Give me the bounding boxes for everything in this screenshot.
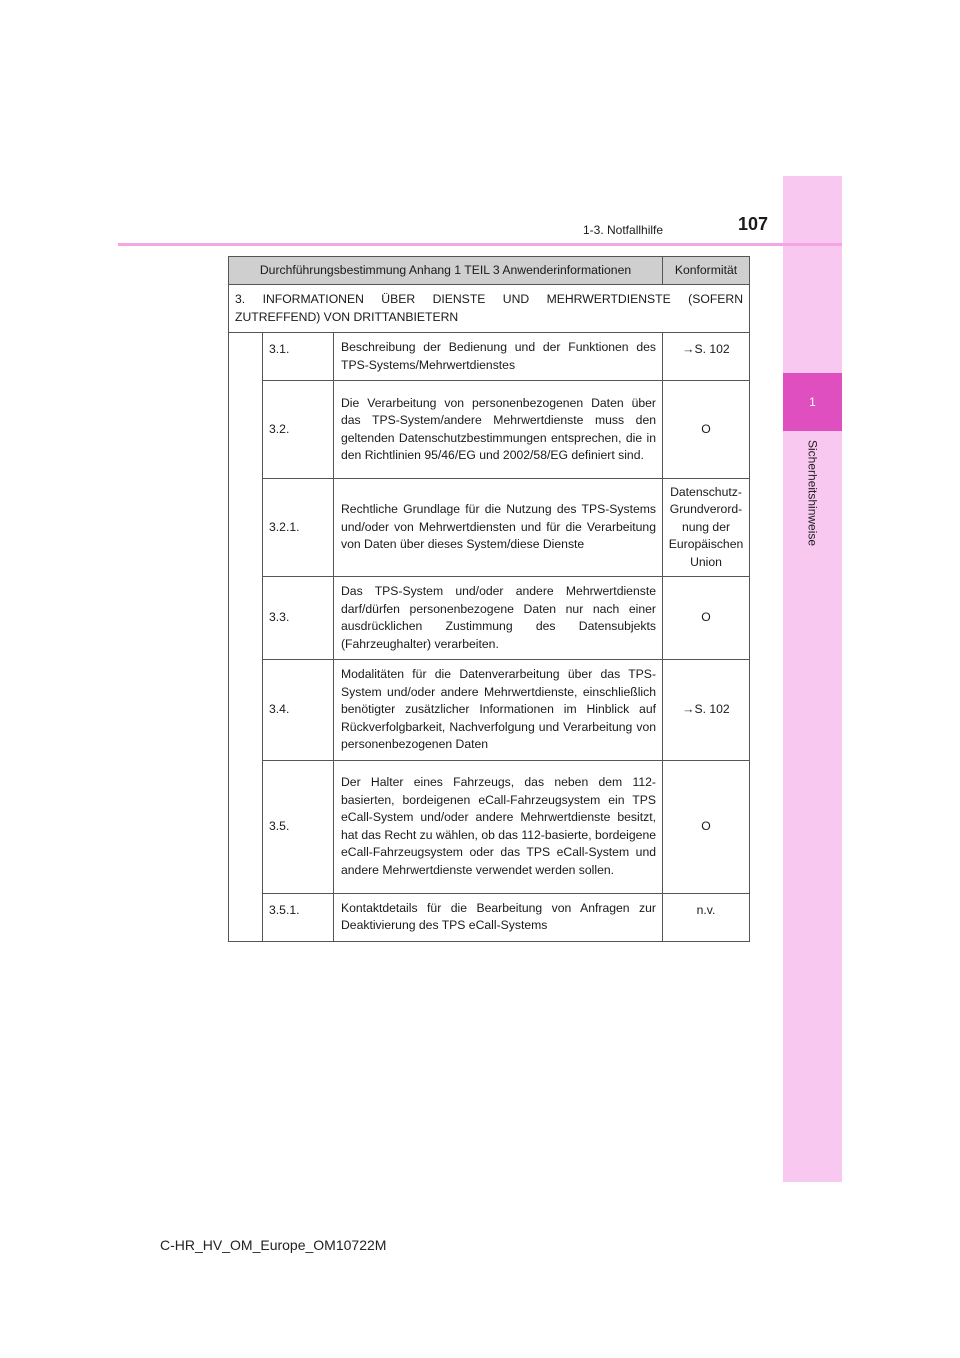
table-row <box>229 893 750 941</box>
page-number: 107 <box>738 214 769 234</box>
column-header-provision: Durchführungsbestimmung Anhang 1 TEIL 3 Anwenderinformationen <box>229 257 663 285</box>
table-row <box>229 479 750 577</box>
row-number: 3.5. <box>263 760 334 893</box>
header-rule <box>118 243 842 246</box>
column-header-conformity: Konformität <box>663 257 750 285</box>
row-number: 3.5.1. <box>263 893 334 941</box>
chapter-number-tab[interactable] <box>783 373 842 431</box>
chapter-side-tab <box>783 176 842 1182</box>
row-conformity: n.v. <box>663 893 750 941</box>
table-row <box>229 577 750 660</box>
conformity-table <box>228 256 750 942</box>
row-number: 3.3. <box>263 577 334 660</box>
row-description: Beschreibung der Bedienung und der Funktionen des TPS-Systems/Mehrwertdienstes <box>334 333 663 381</box>
table-header-row <box>229 257 750 285</box>
table-intro-row <box>229 285 750 333</box>
row-conformity: O <box>663 577 750 660</box>
row-description: Die Verarbeitung von personenbezogenen Daten über das TPS-System/andere Mehrwertdienste muss den geltenden Datenschutzbestimmungen entsprechen, die in den Richtlinien 95/46/EG und 2002/58/EG definiert sind. <box>334 381 663 479</box>
row-number: 3.1. <box>263 333 334 381</box>
chapter-label: Sicherheitshinweise <box>805 440 820 547</box>
row-number: 3.2. <box>263 381 334 479</box>
row-number: 3.4. <box>263 660 334 761</box>
row-conformity: →S. 102 <box>663 660 750 761</box>
document-id: C-HR_HV_OM_Europe_OM10722M <box>160 1237 387 1253</box>
indent-cell <box>229 333 263 942</box>
table-row <box>229 333 750 381</box>
row-conformity: O <box>663 381 750 479</box>
chapter-number: 1 <box>809 395 816 409</box>
row-description: Rechtliche Grundlage für die Nutzung des TPS-Systems und/oder von Mehrwertdiensten und für die Verarbeitung von Daten über dieses System/diese Dienste <box>334 479 663 577</box>
row-conformity: Datenschutz-Grundverordnung der Europäischen Union <box>663 479 750 577</box>
row-conformity: →S. 102 <box>663 333 750 381</box>
row-number: 3.2.1. <box>263 479 334 577</box>
row-description: Modalitäten für die Datenverarbeitung über das TPS-System und/oder andere Mehrwertdienste, einschließlich benötigter zusätzlicher Informationen im Hinblick auf Rückverfolgbarkeit, Nachverfolgung und Verarbeitung von personenbezogenen Daten <box>334 660 663 761</box>
section-title: 1-3. Notfallhilfe <box>583 223 664 237</box>
row-description: Der Halter eines Fahrzeugs, das neben dem 112-basierten, bordeigenen eCall-Fahrzeugsystem ein TPS eCall-System und/oder andere Mehrwertdienste besitzt, hat das Recht zu wählen, ob das 112-basierte, bordeigene eCall-Fahrzeugsystem oder das TPS eCall-System und andere Mehrwertdienste verwendet werden sollen. <box>334 760 663 893</box>
section-heading-cell: 3. INFORMATIONEN ÜBER DIENSTE UND MEHRWERTDIENSTE (SOFERN ZUTREFFEND) VON DRITTANBIETERN <box>229 285 750 333</box>
table-row <box>229 381 750 479</box>
row-description: Das TPS-System und/oder andere Mehrwertdienste darf/dürfen personenbezogene Daten nur nach einer ausdrücklichen Zustimmung des Datensubjekts (Fahrzeughalter) verarbeiten. <box>334 577 663 660</box>
table-row <box>229 660 750 761</box>
row-description: Kontaktdetails für die Bearbeitung von Anfragen zur Deaktivierung des TPS eCall-Systems <box>334 893 663 941</box>
row-conformity: O <box>663 760 750 893</box>
table-row <box>229 760 750 893</box>
